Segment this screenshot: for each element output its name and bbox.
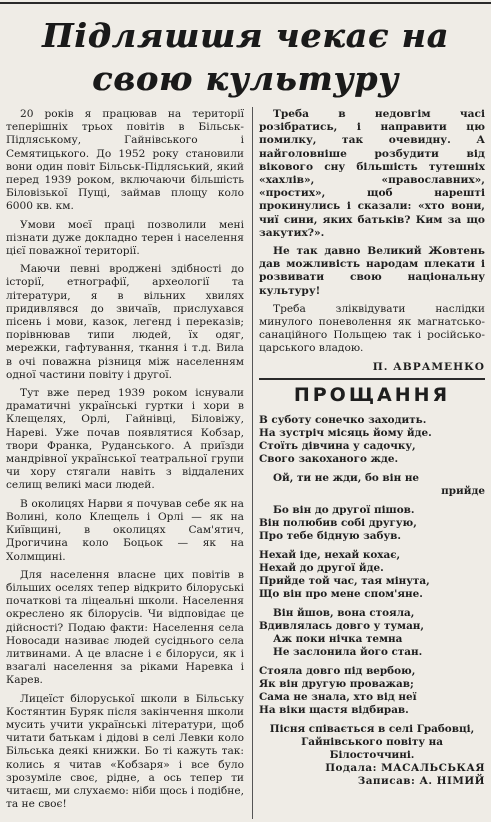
article-paragraph: В околицях Нарви я почував себе як на Волині, коло Клещель і Орлі — як на Київщині, в околицях Сам'ятич, Дрогичина коло Боцьок — як на Холмщині. (6, 497, 244, 563)
article-signature: П. АВРАМЕНКО (372, 360, 485, 373)
article-paragraph: 20 років я працював на території теперішніх трьох повітів в Більськ-Підляському, Гайнівського і Семятицького. До 1952 року становили вони один повіт Більськ-Підляський, який перед 1939 роком, включаючи більшість Біловізької Пущі, займав площу коло 6000 кв. км. (6, 108, 244, 213)
poem-line: Нехай іде, нехай кохає, (259, 548, 401, 561)
headline-line-2: свою культуру (92, 59, 399, 98)
poem-line: Він полюбив собі другую, (259, 516, 417, 529)
poem-line: Не заслонила його стан. (273, 645, 423, 658)
article-paragraph: Лицеїст білоруської школи в Більську Костянтин Буряк після закінчення школи мусить учити українські літератури, щоб читати батькам і дідові в селі Левки коло Більська деякі книжки. Бо ті кажуть так: колись я читав «Кобзаря» і все було зрозуміле своє, рідне, а ось тепер ти читаєш, ми слухаємо: ніби щось і подібне, та не своє! (6, 692, 244, 811)
headline-line-1: Підляшшя чекає на (42, 16, 449, 55)
poem-credit-submitted: Подала: МАСАЛЬСЬКАЯ (325, 761, 485, 774)
poem-source-note: Пісня співається в селі Грабовці, Гайнівського повіту на Білосточчині. (269, 722, 475, 761)
poem-line: Про тебе бідную забув. (259, 529, 401, 542)
article-paragraph: Для населення власне цих повітів в більших оселях тепер відкрито білоруські початкові та ліцеальні школи. Населення окреслено як білорусів. Чи відповідає це дійсності? Подаю факти: Населення села Новосади називає людей сусіднього села литвинами. А це власне і є білоруси, як і взагалі населення за ріками Наревка і Карев. (6, 568, 244, 687)
poem-line: В суботу сонечко заходить. (259, 413, 427, 426)
article-closing-paragraph: Треба зліквідувати наслідки минулого поневолення як магнатсько-санаційного Польщею так і російсько-царського владою. (259, 302, 485, 355)
poem-line: Нехай до другої йде. (259, 561, 384, 574)
article-bold-paragraph: Не так давно Великий Жовтень дав можливість народам плекати і розвивати свою національну культуру! (259, 245, 485, 297)
poem-line: Сама не знала, хто від неї (259, 690, 417, 703)
top-rule (0, 2, 491, 4)
column-divider (252, 107, 253, 819)
poem-top-rule (259, 378, 485, 380)
poem-line: Бо він до другої пішов. (273, 503, 415, 516)
poem-stanza (259, 607, 485, 659)
poem-stanza (259, 414, 485, 466)
poem-line: Стоїть дівчина у садочку, (259, 439, 416, 452)
poem-stanza (259, 665, 485, 717)
article-bold-paragraph: Треба в недовгім часі розібратись, і направити цю помилку, так очевидну. А найголовніше розбудити від вікового сну більшість тутешніх «хахлів», «православних», «простих», щоб нарешті прокинулись і сказали: «хто вони, чиї сини, яких батьків? Ким за що закутих?». (259, 108, 485, 239)
poem-line: прийде (441, 484, 485, 497)
poem-line: Що він про мене спом'яне. (259, 587, 423, 600)
poem-title: ПРОЩАННЯ (293, 383, 451, 406)
poem-stanza (259, 472, 485, 498)
poem-line: На зустріч місяць йому йде. (259, 426, 432, 439)
poem-line: Як він другую проважав; (259, 677, 414, 690)
poem-credit-recorded: Записав: А. НІМИЙ (357, 774, 485, 787)
poem-line: Прийде той час, тая мінута, (259, 574, 430, 587)
poem-line: Стояла довго під вербою, (259, 664, 416, 677)
article-paragraph: Маючи певні вроджені здібності до історії, етнографії, археології та літератури, я в вільних хвилях придивлявся до звичаїв, прислухався пісень і мови, казок, легенд і переказів; порівнював типи людей, їх одяг, мережки, гафтування, ткання і т.д. Вила в очі поважна різниця між населенням одної частини повіту і другої. (6, 263, 244, 381)
poem-line: Вдивлялась довго у туман, (259, 619, 425, 632)
poem-line: Ой, ти не жди, бо він не (273, 471, 420, 484)
article-paragraph: Умови моєї праці позволили мені пізнати дуже докладно терен і населення цієї поважної території. (6, 218, 244, 258)
poem-line: Він йшов, вона стояла, (273, 606, 415, 619)
article-paragraph: Тут вже перед 1939 роком існували драматичні українські гуртки і хори в Клещелях, Орлі, Гайнівці, Біловіжу, Нареві. Уже почав появлятися Кобзар, твори Франка, Руданського. А приїзди мандрівної української театральної групи чи хору стягали навіть з віддалених селищ великі маси людей. (6, 387, 244, 492)
poem-stanza (259, 549, 485, 601)
poem-line: Свого закоханого жде. (259, 452, 399, 465)
poem-line: На віки щастя відбирав. (259, 703, 409, 716)
headline (0, 14, 491, 100)
article-left-column (6, 108, 244, 816)
poem-stanza (259, 504, 485, 543)
article-right-column (259, 108, 485, 788)
poem-line: Аж поки нічка темна (273, 632, 403, 645)
